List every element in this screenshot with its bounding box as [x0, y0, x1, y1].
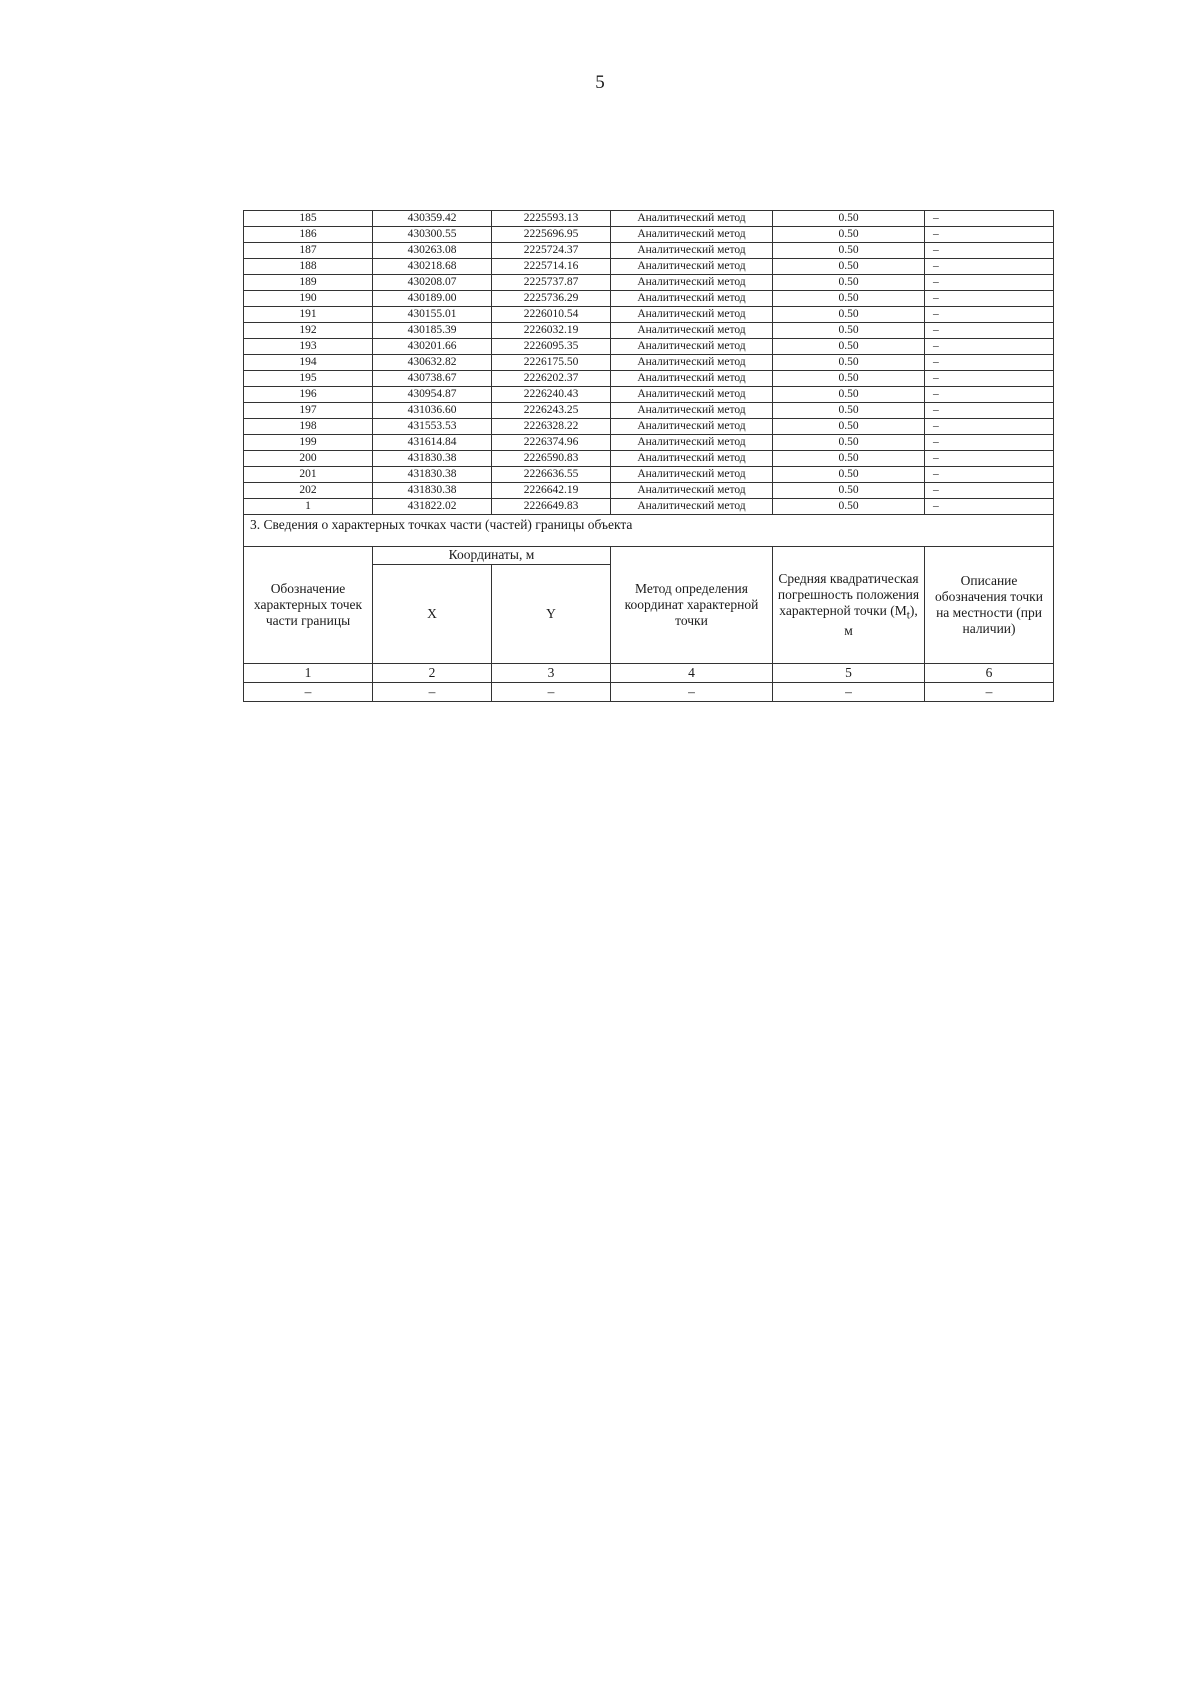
y-cell: 2226010.54	[492, 307, 611, 323]
description-cell: –	[925, 435, 1054, 451]
y-cell: 2225724.37	[492, 243, 611, 259]
description-cell: –	[925, 483, 1054, 499]
page-number: 5	[595, 72, 605, 93]
point-cell: 189	[244, 275, 373, 291]
section-3-title: 3. Сведения о характерных точках части (частей) границы объекта	[244, 515, 1054, 547]
accuracy-cell: 0.50	[773, 323, 925, 339]
column-number: 6	[925, 664, 1054, 683]
table-row	[244, 243, 1054, 259]
section-3	[244, 515, 1054, 702]
description-cell: –	[925, 307, 1054, 323]
x-cell: 430218.68	[373, 259, 492, 275]
description-cell: –	[925, 291, 1054, 307]
accuracy-cell: 0.50	[773, 227, 925, 243]
point-cell: 196	[244, 387, 373, 403]
table-row	[244, 227, 1054, 243]
y-cell: 2225714.16	[492, 259, 611, 275]
point-cell: 191	[244, 307, 373, 323]
x-cell: 430189.00	[373, 291, 492, 307]
empty-cell: –	[611, 683, 773, 702]
table-row	[244, 483, 1054, 499]
empty-cell: –	[244, 683, 373, 702]
accuracy-cell: 0.50	[773, 499, 925, 515]
point-cell: 186	[244, 227, 373, 243]
accuracy-cell: 0.50	[773, 259, 925, 275]
table-row	[244, 403, 1054, 419]
method-cell: Аналитический метод	[611, 211, 773, 227]
empty-cell: –	[492, 683, 611, 702]
point-cell: 185	[244, 211, 373, 227]
accuracy-cell: 0.50	[773, 243, 925, 259]
method-cell: Аналитический метод	[611, 483, 773, 499]
description-cell: –	[925, 275, 1054, 291]
table-row	[244, 211, 1054, 227]
method-cell: Аналитический метод	[611, 355, 773, 371]
point-cell: 192	[244, 323, 373, 339]
y-cell: 2226590.83	[492, 451, 611, 467]
method-cell: Аналитический метод	[611, 323, 773, 339]
description-cell: –	[925, 419, 1054, 435]
point-cell: 202	[244, 483, 373, 499]
x-cell: 431830.38	[373, 467, 492, 483]
x-cell: 431830.38	[373, 451, 492, 467]
description-cell: –	[925, 243, 1054, 259]
table-row	[244, 339, 1054, 355]
column-number: 2	[373, 664, 492, 683]
accuracy-cell: 0.50	[773, 211, 925, 227]
table-row	[244, 307, 1054, 323]
description-cell: –	[925, 371, 1054, 387]
method-cell: Аналитический метод	[611, 339, 773, 355]
accuracy-cell: 0.50	[773, 339, 925, 355]
point-cell: 188	[244, 259, 373, 275]
table-row	[244, 323, 1054, 339]
empty-cell: –	[773, 683, 925, 702]
method-cell: Аналитический метод	[611, 387, 773, 403]
method-cell: Аналитический метод	[611, 307, 773, 323]
table-row	[244, 419, 1054, 435]
header-accuracy-text: Средняя квадратическая погрешность положения характерной точки (M	[777, 570, 920, 618]
empty-cell: –	[373, 683, 492, 702]
description-cell: –	[925, 259, 1054, 275]
method-cell: Аналитический метод	[611, 227, 773, 243]
y-cell: 2226032.19	[492, 323, 611, 339]
empty-data-row	[244, 683, 1054, 702]
y-cell: 2226243.25	[492, 403, 611, 419]
header-x: X	[373, 565, 492, 664]
x-cell: 430155.01	[373, 307, 492, 323]
accuracy-cell: 0.50	[773, 419, 925, 435]
header-coordinates: Координаты, м	[373, 547, 611, 565]
method-cell: Аналитический метод	[611, 259, 773, 275]
header-accuracy-subscript: t	[906, 609, 910, 622]
description-cell: –	[925, 339, 1054, 355]
y-cell: 2226374.96	[492, 435, 611, 451]
description-cell: –	[925, 323, 1054, 339]
description-cell: –	[925, 211, 1054, 227]
method-cell: Аналитический метод	[611, 451, 773, 467]
description-cell: –	[925, 387, 1054, 403]
y-cell: 2226642.19	[492, 483, 611, 499]
point-cell: 1	[244, 499, 373, 515]
table-row	[244, 499, 1054, 515]
x-cell: 430201.66	[373, 339, 492, 355]
table-row	[244, 275, 1054, 291]
table-row	[244, 371, 1054, 387]
point-cell: 195	[244, 371, 373, 387]
y-cell: 2226175.50	[492, 355, 611, 371]
column-number: 1	[244, 664, 373, 683]
x-cell: 430738.67	[373, 371, 492, 387]
x-cell: 430954.87	[373, 387, 492, 403]
column-number: 3	[492, 664, 611, 683]
header-point-designation: Обозначение характерных точек части границы	[244, 547, 373, 664]
column-number: 4	[611, 664, 773, 683]
point-cell: 194	[244, 355, 373, 371]
point-cell: 190	[244, 291, 373, 307]
method-cell: Аналитический метод	[611, 467, 773, 483]
point-cell: 197	[244, 403, 373, 419]
point-cell: 187	[244, 243, 373, 259]
accuracy-cell: 0.50	[773, 387, 925, 403]
column-number: 5	[773, 664, 925, 683]
column-numbers-row	[244, 664, 1054, 683]
accuracy-cell: 0.50	[773, 275, 925, 291]
y-cell: 2225736.29	[492, 291, 611, 307]
point-cell: 198	[244, 419, 373, 435]
description-cell: –	[925, 451, 1054, 467]
header-description: Описание обозначения точки на местности (при наличии)	[925, 547, 1054, 664]
table-row	[244, 387, 1054, 403]
accuracy-cell: 0.50	[773, 435, 925, 451]
method-cell: Аналитический метод	[611, 403, 773, 419]
header-method: Метод определения координат характерной точки	[611, 547, 773, 664]
y-cell: 2226240.43	[492, 387, 611, 403]
y-cell: 2226636.55	[492, 467, 611, 483]
x-cell: 431822.02	[373, 499, 492, 515]
x-cell: 430300.55	[373, 227, 492, 243]
header-accuracy-unit: ), м	[844, 603, 918, 639]
table-row	[244, 355, 1054, 371]
point-cell: 201	[244, 467, 373, 483]
point-cell: 200	[244, 451, 373, 467]
accuracy-cell: 0.50	[773, 403, 925, 419]
method-cell: Аналитический метод	[611, 275, 773, 291]
accuracy-cell: 0.50	[773, 307, 925, 323]
description-cell: –	[925, 499, 1054, 515]
x-cell: 430208.07	[373, 275, 492, 291]
accuracy-cell: 0.50	[773, 355, 925, 371]
method-cell: Аналитический метод	[611, 419, 773, 435]
y-cell: 2226328.22	[492, 419, 611, 435]
empty-cell: –	[925, 683, 1054, 702]
x-cell: 430632.82	[373, 355, 492, 371]
accuracy-cell: 0.50	[773, 291, 925, 307]
accuracy-cell: 0.50	[773, 371, 925, 387]
y-cell: 2226649.83	[492, 499, 611, 515]
x-cell: 431036.60	[373, 403, 492, 419]
point-cell: 193	[244, 339, 373, 355]
x-cell: 430359.42	[373, 211, 492, 227]
table-row	[244, 291, 1054, 307]
x-cell: 430263.08	[373, 243, 492, 259]
y-cell: 2226095.35	[492, 339, 611, 355]
accuracy-cell: 0.50	[773, 483, 925, 499]
y-cell: 2226202.37	[492, 371, 611, 387]
description-cell: –	[925, 403, 1054, 419]
table-row	[244, 451, 1054, 467]
point-cell: 199	[244, 435, 373, 451]
accuracy-cell: 0.50	[773, 467, 925, 483]
method-cell: Аналитический метод	[611, 371, 773, 387]
y-cell: 2225696.95	[492, 227, 611, 243]
table-row	[244, 259, 1054, 275]
description-cell: –	[925, 227, 1054, 243]
header-y: Y	[492, 565, 611, 664]
method-cell: Аналитический метод	[611, 499, 773, 515]
x-cell: 431614.84	[373, 435, 492, 451]
coordinates-table	[243, 210, 1054, 702]
method-cell: Аналитический метод	[611, 435, 773, 451]
y-cell: 2225593.13	[492, 211, 611, 227]
table-row	[244, 435, 1054, 451]
method-cell: Аналитический метод	[611, 243, 773, 259]
accuracy-cell: 0.50	[773, 451, 925, 467]
x-cell: 430185.39	[373, 323, 492, 339]
x-cell: 431830.38	[373, 483, 492, 499]
description-cell: –	[925, 355, 1054, 371]
method-cell: Аналитический метод	[611, 291, 773, 307]
header-accuracy	[773, 547, 925, 664]
y-cell: 2225737.87	[492, 275, 611, 291]
table-row	[244, 467, 1054, 483]
description-cell: –	[925, 467, 1054, 483]
coordinate-rows	[244, 211, 1054, 515]
x-cell: 431553.53	[373, 419, 492, 435]
